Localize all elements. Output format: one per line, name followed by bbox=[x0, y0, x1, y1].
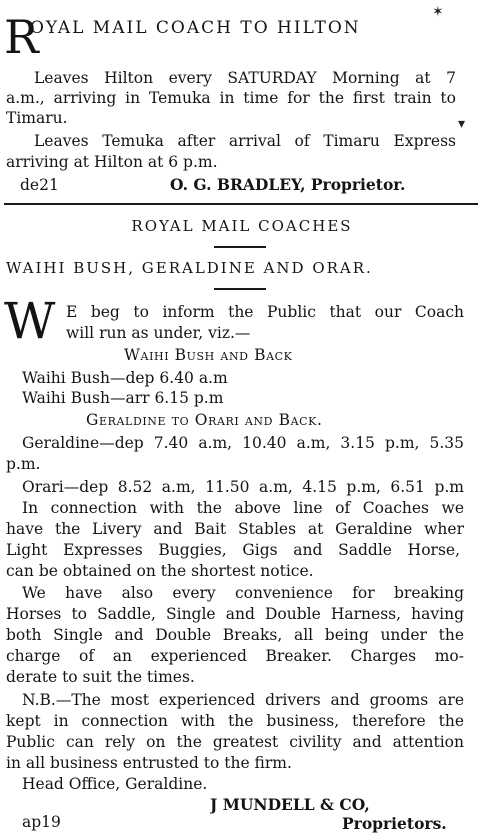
short-rule bbox=[214, 288, 266, 290]
ad1-heading: OYAL MAIL COACH TO HILTON bbox=[30, 18, 361, 38]
body-line: derate to suit the times. bbox=[6, 668, 195, 686]
body-line: can be obtained on the shortest notice. bbox=[6, 562, 314, 580]
route1-line: Waihi Bush—dep 6.40 a.m bbox=[22, 369, 228, 387]
ad1-line: Leaves Temuka after arrival of Timaru Express bbox=[34, 132, 456, 150]
body-line: N.B.—The most experienced drivers and grooms are bbox=[22, 691, 464, 709]
ad2-intro-line: E beg to inform the Public that our Coach bbox=[66, 303, 464, 321]
ad1-line: a.m., arriving in Temuka in time for the first train to bbox=[6, 89, 456, 107]
body-line: have the Livery and Bait Stables at Geraldine wher bbox=[6, 520, 464, 538]
body-line: Public can rely on the greatest civility and attention bbox=[6, 733, 464, 751]
body-line: charge of an experienced Breaker. Charges mo- bbox=[6, 647, 464, 665]
ad1-line: arriving at Hilton at 6 p.m. bbox=[6, 153, 218, 171]
section-divider bbox=[4, 203, 478, 205]
body-line: kept in connection with the business, therefore the bbox=[6, 712, 464, 730]
body-line: We have also every convenience for breaking bbox=[22, 584, 464, 602]
ad1-proprietor: O. G. BRADLEY, Proprietor. bbox=[170, 175, 406, 194]
route1-heading: Waihi Bush and Back bbox=[124, 346, 293, 364]
corner-blot-icon: ✶ bbox=[432, 4, 444, 20]
drop-cap-w: W bbox=[4, 292, 56, 350]
route2-heading: Geraldine to Orari and Back. bbox=[86, 411, 323, 429]
ad2-intro-line: will run as under, viz.— bbox=[66, 324, 251, 342]
body-line: In connection with the above line of Coaches we bbox=[22, 499, 464, 517]
body-line: both Single and Double Breaks, all being under the bbox=[6, 626, 464, 644]
ad2-title: ROYAL MAIL COACHES bbox=[131, 217, 353, 235]
route2-line: Geraldine—dep 7.40 a.m, 10.40 a.m, 3.15 p.m, 5.35 bbox=[22, 434, 464, 452]
body-line: Head Office, Geraldine. bbox=[22, 775, 208, 793]
body-line: Horses to Saddle, Single and Double Harness, having bbox=[6, 605, 464, 623]
ad2-signature: J MUNDELL & CO, bbox=[210, 795, 370, 814]
drop-cap-r: R bbox=[4, 10, 39, 64]
route2-line: Orari—dep 8.52 a.m, 11.50 a.m, 4.15 p.m, 6.51 p.m bbox=[22, 478, 464, 496]
body-line: in all business entrusted to the firm. bbox=[6, 754, 292, 772]
route2-line: p.m. bbox=[6, 455, 41, 473]
ad1-date-code: de21 bbox=[20, 176, 59, 194]
ad2-route: WAIHI BUSH, GERALDINE AND ORAR. bbox=[6, 259, 373, 277]
ink-mark-icon: ▾ bbox=[458, 116, 466, 132]
ad2-date-code: ap19 bbox=[22, 813, 61, 831]
ad2-proprietors: Proprietors. bbox=[342, 814, 447, 833]
route1-line: Waihi Bush—arr 6.15 p.m bbox=[22, 389, 224, 407]
body-line: Light Expresses Buggies, Gigs and Saddle Horse, bbox=[6, 541, 460, 559]
short-rule bbox=[214, 246, 266, 248]
ad1-line: Leaves Hilton every SATURDAY Morning at 7 bbox=[34, 69, 456, 87]
ad1-line: Timaru. bbox=[6, 109, 68, 127]
